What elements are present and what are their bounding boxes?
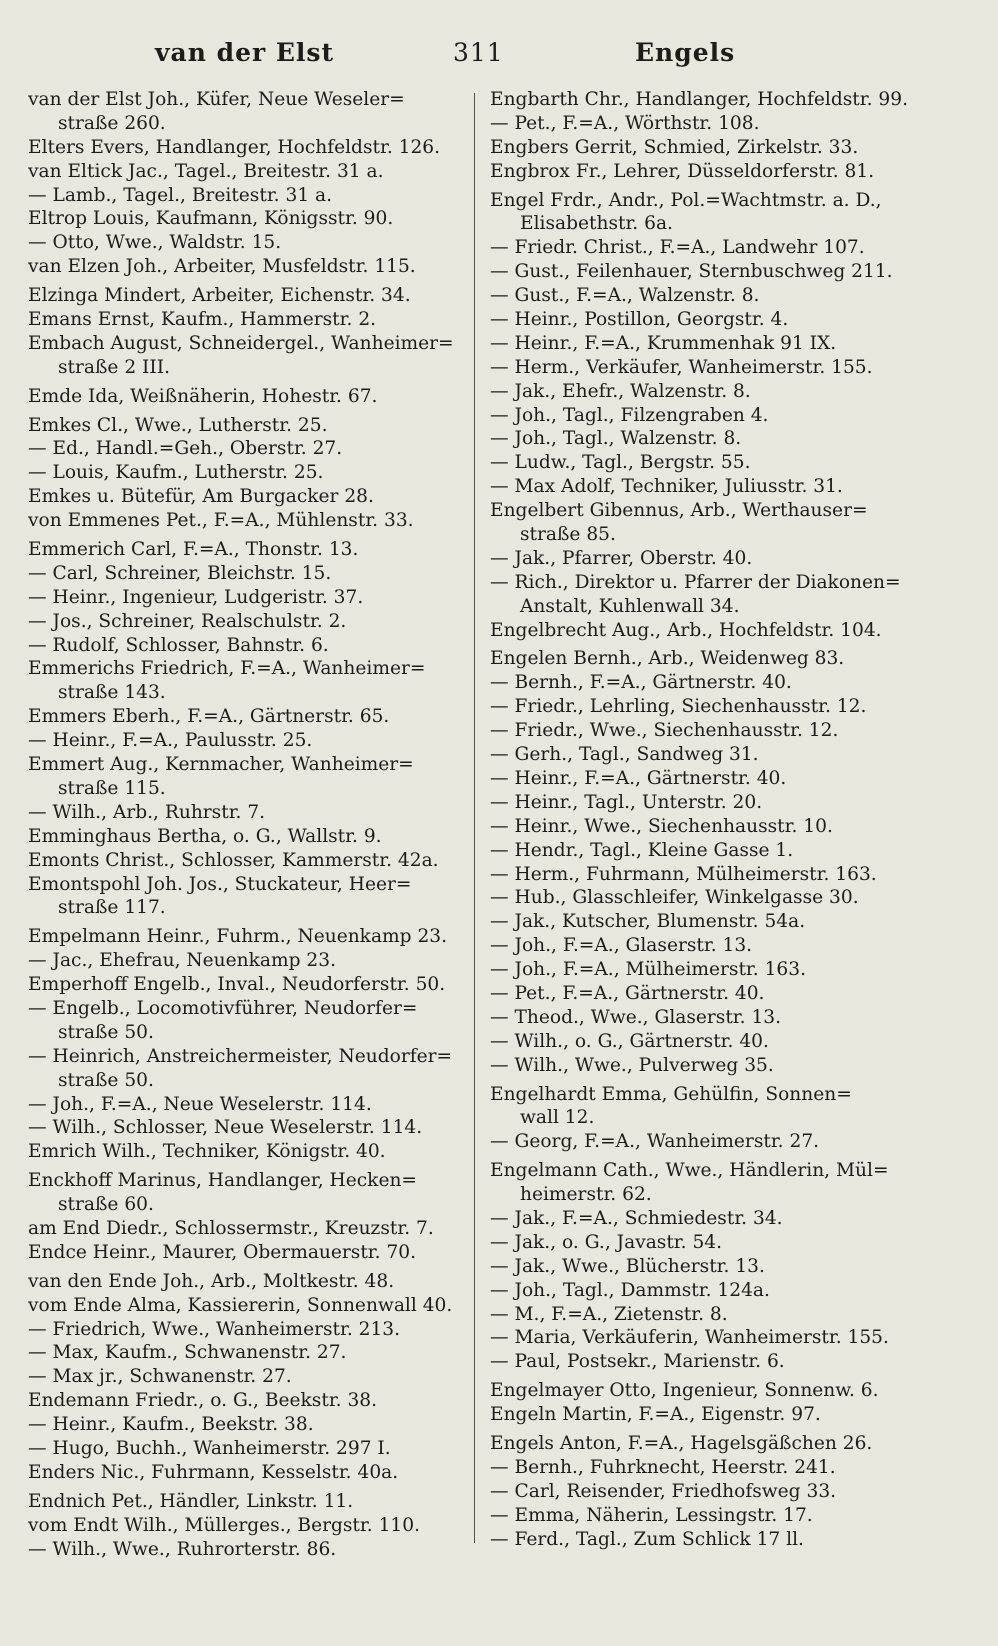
directory-entry-line: — Otto, Wwe., Waldstr. 15.: [28, 232, 282, 254]
directory-entry-line: straße 115.: [58, 777, 166, 799]
directory-entry-line: — Heinr., F.=A., Paulusstr. 25.: [28, 730, 313, 752]
directory-entry-line: — Georg, F.=A., Wanheimerstr. 27.: [490, 1131, 820, 1153]
directory-entry-line: — Friedr., Lehrling, Siechenhausstr. 12.: [490, 696, 867, 718]
directory-entry-line: straße 50.: [58, 1021, 154, 1043]
directory-entry-line: Elzinga Mindert, Arbeiter, Eichenstr. 34.: [28, 285, 411, 307]
directory-entry-line: Emrich Wilh., Techniker, Königstr. 40.: [28, 1141, 386, 1163]
directory-entry-line: Anstalt, Kuhlenwall 34.: [520, 595, 740, 617]
directory-entry-line: Engelhardt Emma, Gehülfin, Sonnen=: [490, 1083, 852, 1105]
directory-entry-line: Embach August, Schneidergel., Wanheimer=: [28, 332, 454, 354]
directory-entry-line: — Heinr., Kaufm., Beekstr. 38.: [28, 1414, 314, 1436]
directory-entry-line: — Jak., Kutscher, Blumenstr. 54a.: [490, 911, 806, 933]
directory-entry-line: Enckhoff Marinus, Handlanger, Hecken=: [28, 1170, 418, 1192]
directory-entry-line: — Gust., F.=A., Walzenstr. 8.: [490, 285, 760, 307]
directory-entry-line: straße 260.: [58, 112, 166, 134]
directory-entry-line: Emontspohl Joh. Jos., Stuckateur, Heer=: [28, 873, 412, 895]
directory-entry-line: vom Ende Alma, Kassiererin, Sonnenwall 40.: [28, 1294, 453, 1316]
directory-entry-line: — Hub., Glasschleifer, Winkelgasse 30.: [490, 887, 859, 909]
directory-entry-line: Engbers Gerrit, Schmied, Zirkelstr. 33.: [490, 136, 859, 158]
directory-entry-line: — Joh., Tagl., Filzengraben 4.: [490, 404, 769, 426]
directory-entry-line: Emmerich Carl, F.=A., Thonstr. 13.: [28, 539, 359, 561]
directory-entry-line: am End Diedr., Schlossermstr., Kreuzstr. 7.: [28, 1217, 434, 1239]
directory-entry-line: — Jak., F.=A., Schmiedestr. 34.: [490, 1207, 783, 1229]
directory-entry-line: van der Elst Joh., Küfer, Neue Weseler=: [28, 89, 405, 110]
directory-entry-line: — M., F.=A., Zietenstr. 8.: [490, 1303, 728, 1325]
directory-entry-line: wall 12.: [520, 1107, 595, 1129]
directory-entry-line: — Ferd., Tagl., Zum Schlick 17 ll.: [490, 1528, 804, 1550]
directory-entry-line: — Bernh., Fuhrknecht, Heerstr. 241.: [490, 1456, 836, 1478]
page-number: 311: [453, 38, 504, 67]
directory-entry-line: — Joh., Tagl., Walzenstr. 8.: [490, 428, 742, 450]
directory-entry-line: — Wilh., Schlosser, Neue Weselerstr. 114.: [28, 1117, 423, 1139]
directory-entry-line: Emminghaus Bertha, o. G., Wallstr. 9.: [28, 825, 382, 847]
directory-entry-line: van den Ende Joh., Arb., Moltkestr. 48.: [28, 1270, 395, 1292]
directory-entry-line: — Herm., Verkäufer, Wanheimerstr. 155.: [490, 356, 873, 378]
directory-entry-line: straße 2 III.: [58, 356, 171, 378]
right-column: [490, 88, 920, 1551]
column-divider: [474, 93, 475, 1543]
directory-entry-line: Empelmann Heinr., Fuhrm., Neuenkamp 23.: [28, 926, 448, 948]
directory-entry-line: — Friedr., Wwe., Siechenhausstr. 12.: [490, 720, 839, 742]
directory-entry-line: Engelmayer Otto, Ingenieur, Sonnenw. 6.: [490, 1380, 879, 1402]
directory-entry-line: heimerstr. 62.: [520, 1184, 652, 1206]
directory-entry-line: Engeln Martin, F.=A., Eigenstr. 97.: [490, 1404, 821, 1426]
directory-entry-line: Engel Frdr., Andr., Pol.=Wachtmstr. a. D.,: [490, 189, 882, 211]
directory-entry-line: straße 85.: [520, 524, 616, 546]
directory-entry-line: Emkes Cl., Wwe., Lutherstr. 25.: [28, 414, 328, 436]
directory-entry-line: — Carl, Schreiner, Bleichstr. 15.: [28, 562, 332, 584]
directory-entry-line: — Jos., Schreiner, Realschulstr. 2.: [28, 610, 347, 632]
directory-entry-line: — Carl, Reisender, Friedhofsweg 33.: [490, 1480, 837, 1502]
directory-entry-line: Endce Heinr., Maurer, Obermauerstr. 70.: [28, 1241, 417, 1263]
directory-entry-line: Engelbert Gibennus, Arb., Werthauser=: [490, 500, 868, 522]
directory-entry-line: Enders Nic., Fuhrmann, Kesselstr. 40a.: [28, 1461, 399, 1483]
directory-entry-line: straße 60.: [58, 1194, 154, 1216]
header-left-name: van der Elst: [155, 38, 335, 67]
directory-entry-line: — Rich., Direktor u. Pfarrer der Diakonen=: [490, 571, 901, 593]
directory-entry-line: — Jak., o. G., Javastr. 54.: [490, 1231, 723, 1253]
directory-entry-line: — Pet., F.=A., Gärtnerstr. 40.: [490, 982, 765, 1004]
left-column: [28, 88, 468, 1561]
directory-entry-line: — Wilh., o. G., Gärtnerstr. 40.: [490, 1030, 769, 1052]
directory-entry-line: — Heinr., Wwe., Siechenhausstr. 10.: [490, 815, 833, 837]
directory-entry-line: — Gust., Feilenhauer, Sternbuschweg 211.: [490, 261, 893, 283]
directory-entry-line: straße 117.: [58, 897, 166, 919]
directory-entry-line: straße 143.: [58, 682, 166, 704]
directory-entry-line: — Friedrich, Wwe., Wanheimerstr. 213.: [28, 1318, 401, 1340]
directory-entry-line: — Hugo, Buchh., Wanheimerstr. 297 I.: [28, 1437, 391, 1459]
directory-entry-line: Engbrox Fr., Lehrer, Düsseldorferstr. 81.: [490, 160, 875, 182]
directory-entry-line: van Elzen Joh., Arbeiter, Musfeldstr. 115.: [28, 256, 416, 278]
directory-entry-line: Engbarth Chr., Handlanger, Hochfeldstr. 99.: [490, 89, 909, 110]
directory-entry-line: — Jac., Ehefrau, Neuenkamp 23.: [28, 950, 336, 972]
directory-entry-line: Endnich Pet., Händler, Linkstr. 11.: [28, 1490, 354, 1512]
directory-entry-line: Emans Ernst, Kaufm., Hammerstr. 2.: [28, 309, 377, 331]
directory-entry-line: Engels Anton, F.=A., Hagelsgäßchen 26.: [490, 1432, 873, 1454]
header-right-name: Engels: [635, 38, 736, 67]
directory-entry-line: — Ed., Handl.=Geh., Oberstr. 27.: [28, 438, 343, 460]
directory-entry-line: — Jak., Wwe., Blücherstr. 13.: [490, 1255, 765, 1277]
directory-entry-line: Endemann Friedr., o. G., Beekstr. 38.: [28, 1390, 378, 1412]
directory-entry-line: — Pet., F.=A., Wörthstr. 108.: [490, 112, 760, 134]
directory-entry-line: — Gerh., Tagl., Sandweg 31.: [490, 744, 759, 766]
directory-entry-line: Emde Ida, Weißnäherin, Hohestr. 67.: [28, 385, 378, 407]
directory-entry-line: — Wilh., Wwe., Pulverweg 35.: [490, 1054, 774, 1076]
directory-entry-line: — Heinr., F.=A., Krummenhak 91 IX.: [490, 332, 837, 354]
directory-entry-line: — Joh., F.=A., Glaserstr. 13.: [490, 935, 753, 957]
directory-entry-line: — Heinrich, Anstreichermeister, Neudorfer=: [28, 1045, 453, 1067]
directory-entry-line: — Theod., Wwe., Glaserstr. 13.: [490, 1006, 782, 1028]
directory-entry-line: — Jak., Pfarrer, Oberstr. 40.: [490, 547, 753, 569]
directory-entry-line: vom Endt Wilh., Müllerges., Bergstr. 110.: [28, 1514, 420, 1536]
page-header: [0, 38, 998, 78]
directory-entry-line: Emmerichs Friedrich, F.=A., Wanheimer=: [28, 658, 426, 680]
directory-entry-line: Emonts Christ., Schlosser, Kammerstr. 42a.: [28, 849, 439, 871]
directory-entry-line: — Rudolf, Schlosser, Bahnstr. 6.: [28, 634, 329, 656]
directory-entry-line: — Max Adolf, Techniker, Juliusstr. 31.: [490, 476, 843, 498]
directory-entry-line: — Engelb., Locomotivführer, Neudorfer=: [28, 997, 418, 1019]
directory-entry-line: — Joh., F.=A., Neue Weselerstr. 114.: [28, 1093, 372, 1115]
directory-entry-line: — Bernh., F.=A., Gärtnerstr. 40.: [490, 672, 792, 694]
directory-entry-line: — Wilh., Arb., Ruhrstr. 7.: [28, 801, 266, 823]
directory-entry-line: — Louis, Kaufm., Lutherstr. 25.: [28, 462, 324, 484]
directory-entry-line: — Heinr., F.=A., Gärtnerstr. 40.: [490, 767, 787, 789]
directory-entry-line: — Hendr., Tagl., Kleine Gasse 1.: [490, 839, 794, 861]
directory-entry-line: — Herm., Fuhrmann, Mülheimerstr. 163.: [490, 863, 877, 885]
directory-entry-line: — Paul, Postsekr., Marienstr. 6.: [490, 1351, 785, 1373]
directory-entry-line: — Heinr., Postillon, Georgstr. 4.: [490, 309, 789, 331]
directory-entry-line: — Max, Kaufm., Schwanenstr. 27.: [28, 1342, 347, 1364]
directory-entry-line: — Heinr., Ingenieur, Ludgeristr. 37.: [28, 586, 364, 608]
directory-entry-line: — Emma, Näherin, Lessingstr. 17.: [490, 1504, 813, 1526]
directory-entry-line: — Wilh., Wwe., Ruhrorterstr. 86.: [28, 1538, 337, 1560]
directory-entry-line: — Lamb., Tagel., Breitestr. 31 a.: [28, 184, 333, 206]
directory-entry-line: Eltrop Louis, Kaufmann, Königsstr. 90.: [28, 208, 394, 230]
directory-entry-line: Emkes u. Bütefür, Am Burgacker 28.: [28, 486, 374, 508]
directory-entry-line: straße 50.: [58, 1069, 154, 1091]
directory-entry-line: — Joh., F.=A., Mülheimerstr. 163.: [490, 959, 807, 981]
directory-entry-line: van Eltick Jac., Tagel., Breitestr. 31 a.: [28, 160, 384, 182]
directory-entry-line: Elisabethstr. 6a.: [520, 213, 673, 235]
directory-entry-line: Emmert Aug., Kernmacher, Wanheimer=: [28, 754, 414, 776]
directory-entry-line: — Friedr. Christ., F.=A., Landwehr 107.: [490, 237, 865, 259]
directory-entry-line: Engelen Bernh., Arb., Weidenweg 83.: [490, 648, 845, 670]
directory-entry-line: Elters Evers, Handlanger, Hochfeldstr. 126.: [28, 136, 441, 158]
directory-entry-line: von Emmenes Pet., F.=A., Mühlenstr. 33.: [28, 510, 414, 532]
directory-entry-line: — Maria, Verkäuferin, Wanheimerstr. 155.: [490, 1327, 889, 1349]
directory-entry-line: Emperhoff Engelb., Inval., Neudorferstr. 50.: [28, 974, 446, 996]
directory-entry-line: Engelmann Cath., Wwe., Händlerin, Mül=: [490, 1160, 889, 1182]
directory-entry-line: — Ludw., Tagl., Bergstr. 55.: [490, 452, 751, 474]
directory-entry-line: — Heinr., Tagl., Unterstr. 20.: [490, 791, 763, 813]
directory-entry-line: — Jak., Ehefr., Walzenstr. 8.: [490, 380, 751, 402]
directory-entry-line: — Max jr., Schwanenstr. 27.: [28, 1366, 292, 1388]
directory-entry-line: — Joh., Tagl., Dammstr. 124a.: [490, 1279, 770, 1301]
directory-entry-line: Engelbrecht Aug., Arb., Hochfeldstr. 104.: [490, 619, 882, 641]
directory-entry-line: Emmers Eberh., F.=A., Gärtnerstr. 65.: [28, 706, 390, 728]
